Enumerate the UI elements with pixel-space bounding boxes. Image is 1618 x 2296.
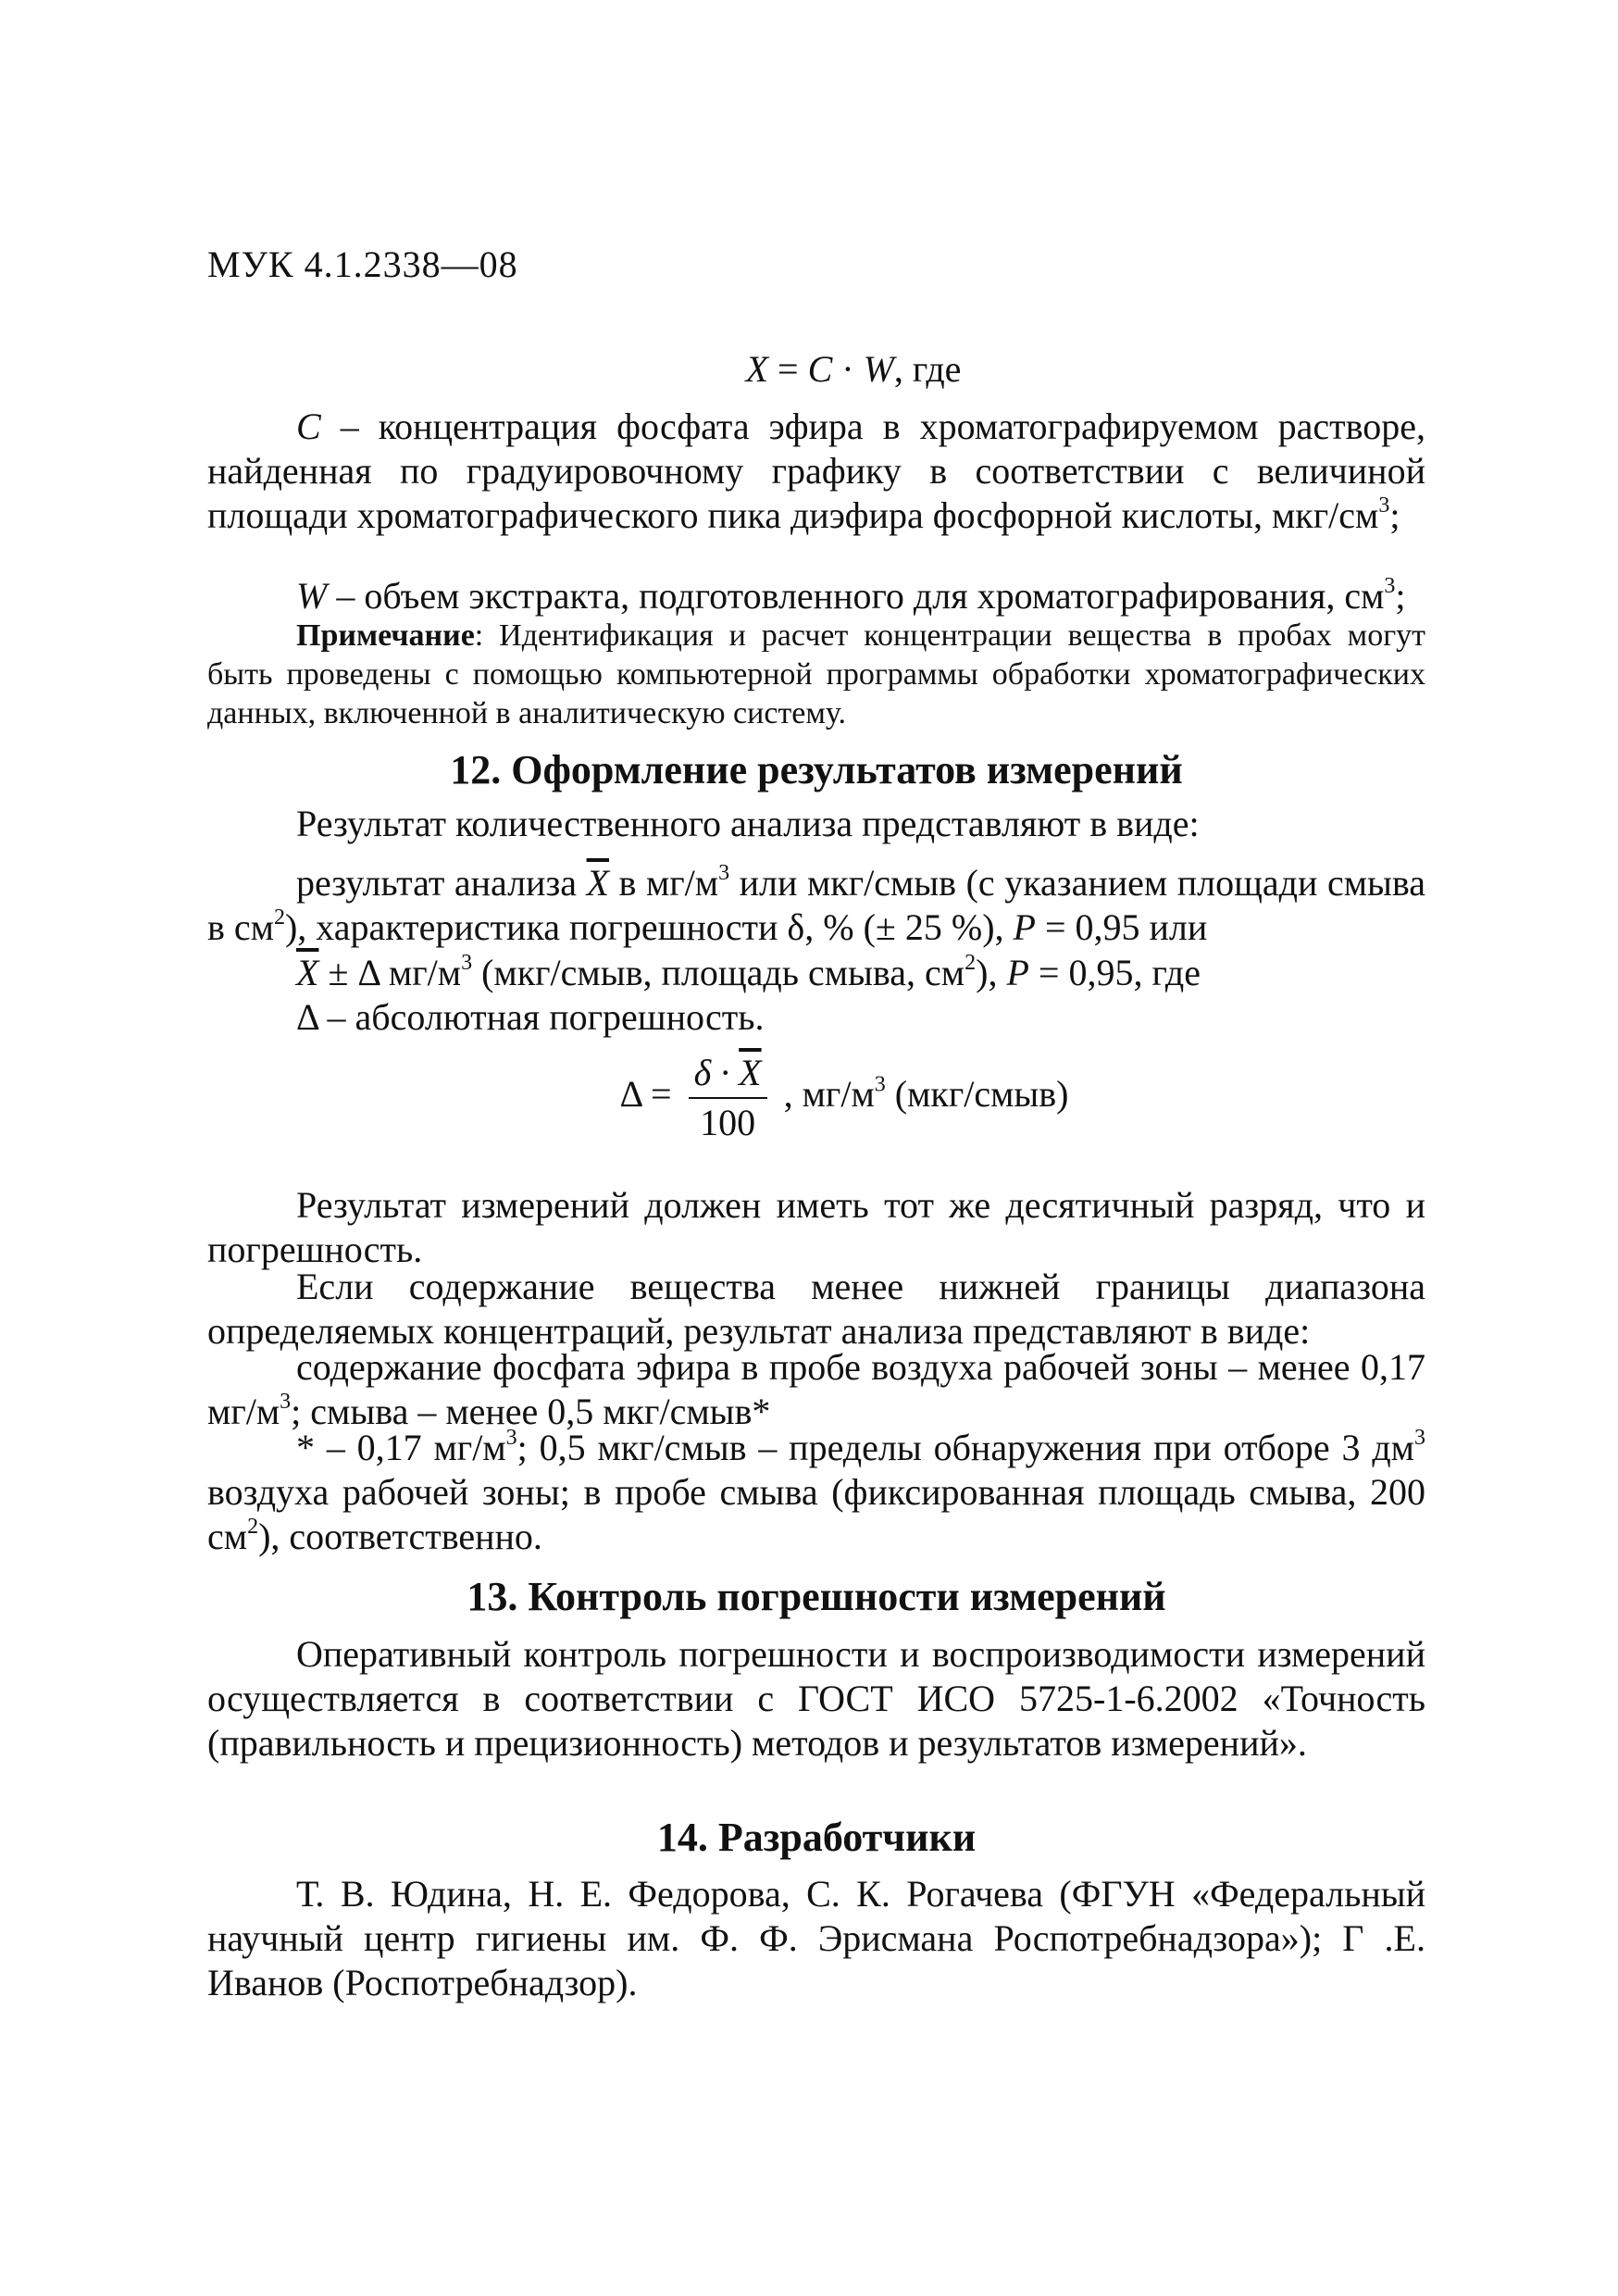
section-12-heading: 12. Оформление результатов измерений [450, 747, 1183, 792]
s12-p8-a: * – 0,17 мг/м [296, 1427, 506, 1468]
section-13-p1: Оперативный контроль погрешности и воспроизводимости измерений осуществляется в соответствии с ГОСТ ИСО 5725-1-6.2002 «Точность (правильность и прецизионность) методов и результатов измерений». [207, 1633, 1425, 1764]
s12-p8-sup1: 3 [505, 1426, 517, 1451]
s12-p7-a: содержание фосфата эфира в пробе воздуха рабочей зоны – менее 0,17 мг/м [207, 1346, 1425, 1432]
s12-p8-c: воздуха рабочей зоны; в пробе смыва (фиксированная площадь смыва, 200 см [207, 1471, 1425, 1557]
delta-unit-a: , мг/м [783, 1073, 875, 1116]
s12-p3-sup2: 2 [965, 951, 977, 976]
section-14-p1: Т. В. Юдина, Н. Е. Федорова, С. К. Рогачева (ФГУН «Федеральный научный центр гигиены им. Ф. Ф. Эрисмана Роспотребнадзора»); Г .Е. Иванов (Роспотребнадзор). [207, 1873, 1425, 2003]
section-12-p1: Результат количественного анализа представляют в виде: [296, 803, 1200, 844]
definition-w-end: ; [1395, 575, 1406, 617]
definition-c-symbol: C [296, 406, 321, 447]
s12-p7-b: ; смыва – менее 0,5 мкг/смыв* [291, 1391, 771, 1432]
note-label: Примечание [296, 618, 475, 653]
delta-lhs: Δ = [619, 1073, 672, 1116]
section-12-p2 [207, 861, 1425, 950]
section-12-p7 [207, 1345, 1425, 1434]
s12-p8-sup3: 2 [247, 1515, 259, 1540]
formula-x-lhs: X [745, 348, 768, 390]
s12-p3-b: (мкг/смыв, площадь смыва, см [472, 952, 965, 993]
definition-c-text: – концентрация фосфата эфира в хроматографируемом растворе, найденная по градуировочному графику в соответствии с величиной площади хроматографического пика диэфира фосфорной кислоты, мкг/см [207, 406, 1425, 536]
x-bar-symbol: $\overline{X}$ [296, 952, 319, 993]
section-12-p4: Δ – абсолютная погрешность. [296, 996, 765, 1038]
formula-x-w: W [863, 348, 894, 390]
definition-c-sup: 3 [1378, 493, 1390, 518]
formula-x-dot: · [832, 348, 864, 390]
formula-x-tail: , где [893, 348, 962, 390]
definition-w-symbol: W [296, 575, 328, 617]
note [207, 617, 1425, 733]
note-text: : Идентификация и расчет концентрации вещества в пробах могут быть проведены с помощью компьютерной программы обработки хроматографических данных, включенной в аналитическую систему. [207, 618, 1425, 730]
s12-p2-b: в мг/м [609, 862, 719, 904]
s12-p8-sup2: 3 [1413, 1426, 1425, 1451]
formula-x-c: C [807, 348, 833, 390]
formula-x-eq: = [768, 348, 808, 390]
x-bar-symbol: $\overline{X}$ [739, 1052, 762, 1093]
section-12-p5: Результат измерений должен иметь тот же десятичный разряд, что и погрешность. [207, 1184, 1425, 1270]
s12-p2-d: ), характеристика погрешности δ, % (± 25 %), [284, 906, 1014, 948]
delta-numerator [689, 1051, 767, 1099]
s12-p2-p: P [1013, 906, 1036, 948]
x-bar-symbol: $\overline{X}$ [586, 862, 609, 904]
section-12-p8 [207, 1426, 1425, 1559]
section-14-heading: 14. Разработчики [656, 1815, 977, 1860]
s12-p2-a: результат анализа [296, 862, 587, 904]
definition-c [207, 405, 1425, 538]
s12-p2-sup2: 2 [273, 905, 285, 930]
definition-c-end: ; [1389, 494, 1400, 536]
s12-p7-sup: 3 [280, 1390, 292, 1415]
delta-denominator: 100 [700, 1102, 756, 1143]
definition-w-sup: 3 [1384, 574, 1396, 599]
formula-x [207, 347, 1425, 392]
delta-fraction [689, 1051, 767, 1145]
s12-p2-c: или мкг/смыв (с указанием площади смыва в см [207, 862, 1426, 948]
s12-p3-c: ), [976, 952, 1007, 993]
document-code: МУК 4.1.2338—08 [207, 243, 518, 285]
s12-p8-b: ; 0,5 мкг/смыв – пределы обнаружения при отборе 3 дм [517, 1427, 1414, 1468]
definition-w [207, 574, 1425, 618]
s12-p3-p: P [1006, 952, 1029, 993]
s12-p3-sup1: 3 [461, 951, 473, 976]
s12-p3-a: ± Δ мг/м [318, 952, 462, 993]
s12-p3-d: = 0,95, где [1028, 952, 1201, 993]
definition-w-text: – объем экстракта, подготовленного для хроматографирования, см [327, 575, 1385, 617]
s12-p8-d: ), соответственно. [258, 1516, 542, 1557]
delta-formula [207, 1051, 1425, 1145]
delta-num-a: δ · [693, 1052, 740, 1093]
section-12-p3 [207, 951, 1425, 995]
s12-p2-sup1: 3 [718, 861, 730, 886]
s12-p2-e: = 0,95 или [1035, 906, 1208, 948]
section-12-p6: Если содержание вещества менее нижней границы диапазона определяемых концентраций, результат анализа представляют в виде: [207, 1266, 1425, 1352]
delta-unit-sup: 3 [874, 1072, 886, 1097]
delta-unit-b: (мкг/смыв) [885, 1073, 1069, 1116]
section-13-heading: 13. Контроль погрешности измерений [467, 1574, 1166, 1619]
